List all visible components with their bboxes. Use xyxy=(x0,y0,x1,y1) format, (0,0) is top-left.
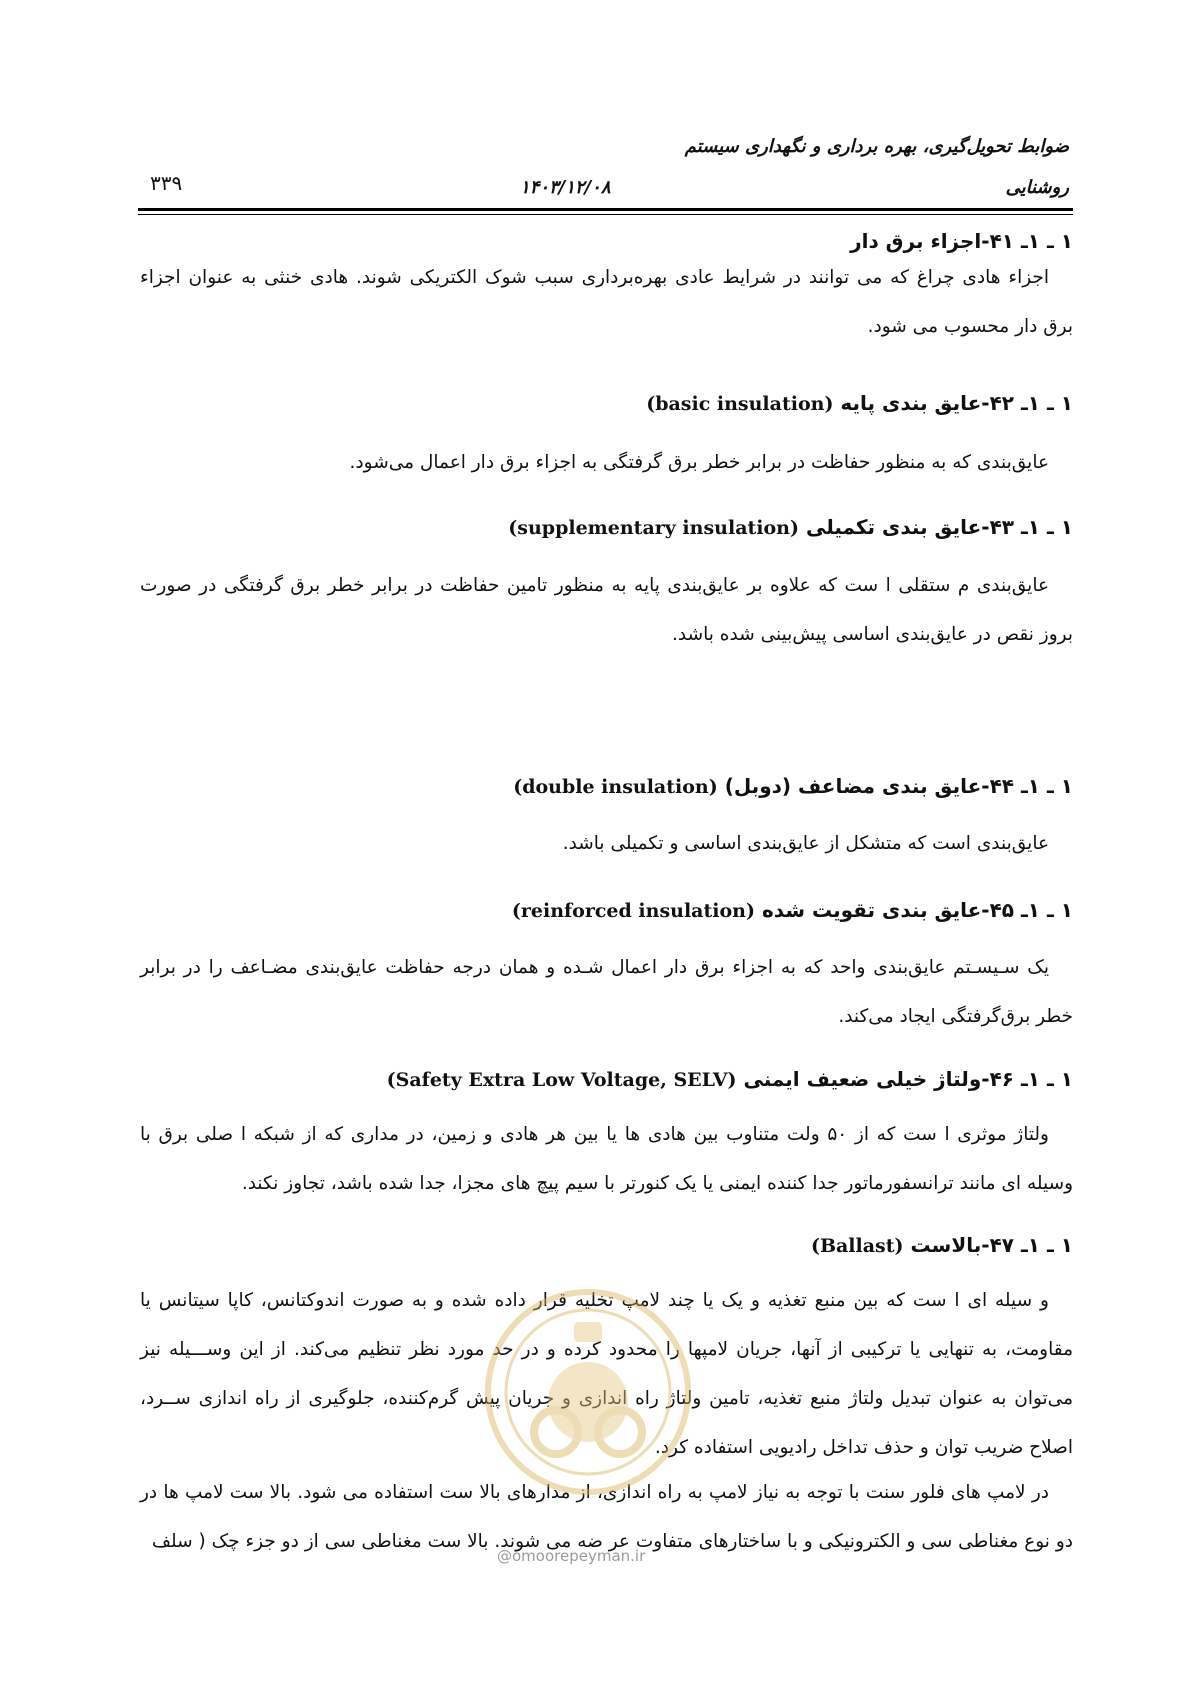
section-paragraph-47b: در لامپ های فلور سنت با توجه به نیاز لامپ به راه اندازی، از مدارهای بالا ست استفاده می شود. بالا ست لامپ ها در دو نوع مغناطی سی و الکترونیکی و با ساختارهای متفاوت عر ضه می شوند. بالا ست مغناطی سی از دو جزء چک ( سلف xyxy=(140,1482,1073,1552)
heading-english: (double insulation) xyxy=(513,776,718,798)
section-heading-41 xyxy=(850,229,1073,253)
section-paragraph-47a: و سیله ای ا ست که بین منبع تغذیه و یک یا چند لامپ تخلیه قرار داده شده و به صورت اندوکتانس، کاپا سیتانس یا مقاومت، به تنهایی یا ترکیبی از آنها، جریان لامپها را محدود کرده و در حد مورد نظر تنظیم می‌کند. از این وســـیله نیز می‌توان به عنوان تبدیل ولتاژ منبع تغذیه، تامین ولتاژ راه اندازی و جریان پیش گرم‌کننده، جلوگیری از راه اندازی ســرد، اصلاح ضریب توان و حذف تداخل رادیویی استفاده کرد. xyxy=(140,1290,1073,1458)
section-heading-45 xyxy=(512,898,1073,922)
section-paragraph-45: یک سـیسـتم عایق‌بندی واحد که به اجزاء برق دار اعمال شـده و همان درجه حفاظت عایق‌بندی مضـاعف را در برابر خطر برق‌گرفتگی ایجاد می‌کند. xyxy=(140,957,1073,1027)
section-paragraph-46: ولتاژ موثری ا ست که از ۵۰ ولت متناوب بین هادی ها یا بین هر هادی و زمین، در مداری که از شبکه ا صلی برق با وسیله ای مانند ترانسفورماتور جدا کننده ایمنی یا یک کنورتر با سیم پیچ های مجزا، جدا شده باشد، تجاوز نکند. xyxy=(140,1124,1073,1194)
heading-text: ۱ ـ ۱ـ ۴۳-عایق بندی تکمیلی xyxy=(805,515,1073,539)
heading-english: (basic insulation) xyxy=(646,393,834,415)
section-heading-47 xyxy=(811,1233,1073,1257)
section-heading-42 xyxy=(646,391,1073,415)
section-paragraph-42: عایق‌بندی که به منظور حفاظت در برابر خطر برق گرفتگی به اجزاء برق دار اعمال می‌شود. xyxy=(349,452,1049,473)
page-number: ۳۳۹ xyxy=(150,171,183,195)
section-heading-44 xyxy=(513,774,1073,798)
header-rule-thin xyxy=(138,214,1073,215)
heading-english: (supplementary insulation) xyxy=(508,517,799,539)
header-rule-thick xyxy=(138,208,1073,211)
section-paragraph-41: اجزاء هادی چراغ که می توانند در شرایط عادی بهره‌برداری سبب شوک الکتریکی شوند. هادی خنثی به عنوان اجزاء برق دار محسوب می شود. xyxy=(140,267,1073,337)
heading-text: ۱ ـ ۱ـ ۴۷-بالاست xyxy=(910,1233,1073,1257)
header-date: ۱۴۰۳/۱۲/۰۸ xyxy=(520,177,611,198)
heading-english: (reinforced insulation) xyxy=(511,900,755,922)
heading-text: ۱ ـ ۱ـ ۴۱-اجزاء برق دار xyxy=(850,229,1073,253)
section-paragraph-44: عایق‌بندی است که متشکل از عایق‌بندی اساسی و تکمیلی باشد. xyxy=(562,833,1049,854)
header-title: ضوابط تحویل‌گیری، بهره برداری و نگهداری سیستم xyxy=(684,136,1069,157)
watermark-site: @omoorepeyman.ir xyxy=(497,1547,646,1565)
section-heading-46 xyxy=(387,1067,1073,1091)
header-subtitle: روشنایی xyxy=(1005,177,1069,198)
heading-english: (Ballast) xyxy=(810,1235,904,1257)
heading-text: ۱ ـ ۱ـ ۴۶-ولتاژ خیلی ضعیف ایمنی xyxy=(743,1067,1073,1091)
section-paragraph-43: عایق‌بندی م ستقلی ا ست که علاوه بر عایق‌بندی پایه به منظور تامین حفاظت در برابر خطر برق گرفتگی در صورت بروز نقص در عایق‌بندی اساسی پیش‌بینی شده باشد. xyxy=(140,575,1073,645)
heading-text: ۱ ـ ۱ـ ۴۴-عایق بندی مضاعف (دوبل) xyxy=(724,774,1073,798)
section-heading-43 xyxy=(508,515,1073,539)
heading-text: ۱ ـ ۱ـ ۴۲-عایق بندی پایه xyxy=(840,391,1073,415)
heading-text: ۱ ـ ۱ـ ۴۵-عایق بندی تقویت شده xyxy=(761,898,1073,922)
heading-english: (Safety Extra Low Voltage, SELV) xyxy=(386,1069,737,1091)
